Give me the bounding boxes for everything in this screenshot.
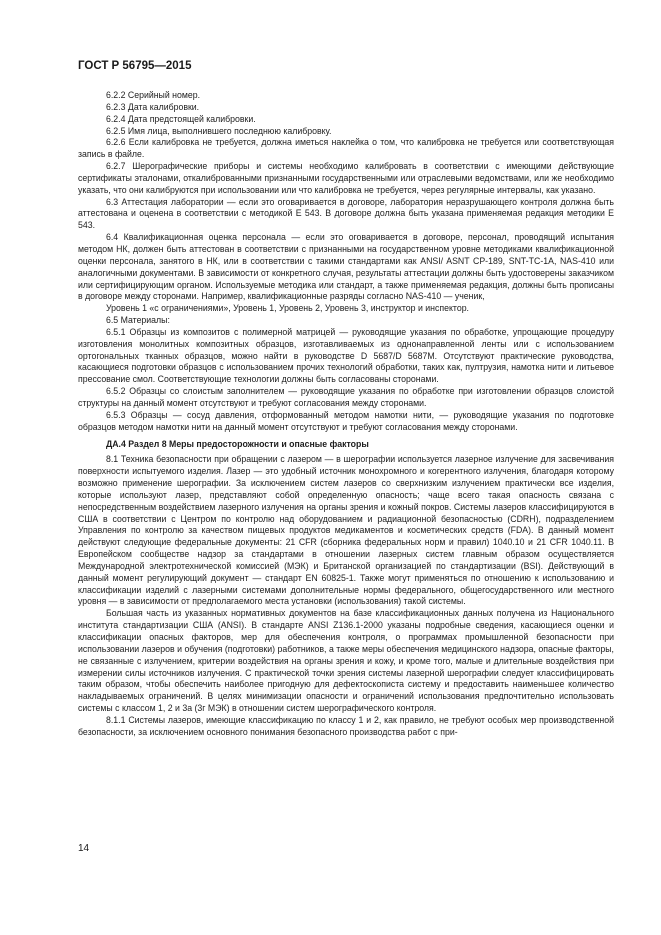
section-heading: ДА.4 Раздел 8 Меры предосторожности и опасные факторы — [106, 439, 369, 450]
paragraph: 6.2.6 Если калибровка не требуется, должна иметься наклейка о том, что калибровка не требуется или соответствующая запись в файле. — [78, 137, 614, 160]
paragraph: 6.2.4 Дата предстоящей калибровки. — [106, 113, 256, 124]
paragraph: 6.5.1 Образцы из композитов с полимерной матрицей — руководящие указания по обработке, упрощающие процедуру изготовления монолитных композитных образцов, изготавливаемых из однонаправленной ленты или с использованием ортогональных тканных образцов, можно найти в руководстве D 5687/D 5687M. Отсутствуют практические руководства, касающиеся подготовки образцов с использованием прочих технологий обработки, таких как, пултрузия, намотка нити и литьевое прессование смол. Соответствующие технологии должны быть согласованы сторонами. — [78, 326, 614, 385]
paragraph: 6.2.2 Серийный номер. — [106, 90, 201, 100]
paragraph: 6.5.3 Образцы — сосуд давления, отформованный методом намотки нити, — руководящие указания по подготовке образцов методом намотки нити на данный момент отсутствуют и требуют согласования между сторонами. — [78, 409, 614, 432]
paragraph: 6.5 Материалы: — [106, 315, 170, 326]
paragraph: 6.2.7 Шерографические приборы и системы необходимо калибровать в соответствии с имеющими действующие сертификаты эталонами, откалиброванными признанными государственными или отраслевыми ведомствами, или же необходимо указать, что они калибруются при использовании или что калибровка не требуется, через регулярные интервалы, как указано. — [78, 161, 614, 195]
paragraph: 6.2.5 Имя лица, выполнившего последнюю калибровку. — [106, 125, 332, 136]
paragraph: Уровень 1 «с ограничениями», Уровень 1, Уровень 2, Уровень 3, инструктор и инспектор. — [106, 303, 469, 314]
page-number: 14 — [78, 843, 90, 854]
paragraph: 8.1.1 Системы лазеров, имеющие классификацию по классу 1 и 2, как правило, не требуют особых мер производственной безопасности, за исключением основного понимания безопасного производства работ с при- — [78, 714, 614, 737]
paragraph: Большая часть из указанных нормативных документов на базе классификационных данных получена из Национального института стандартизации США (ANSI). В стандарте ANSI Z136.1-2000 указаны подробные сведения, касающиеся оценки и классификации опасных факторов, мер для обеспечения контроля, о программах промышленной безопасности при использовании лазеров и обучения (подготовки) работников, а также меры обеспечения медицинского надзора, опасные факторы, не связанные с излучением, критерии воздействия на органы зрения и кожу, и кроме того, малые и длительные воздействия при измерении силы источников излучения. С практической точки зрения системы лазерной шерографии следует классифицировать таким образом, чтобы обеспечить наиболее пригодную для дефектоскописта систему и предоставить наименьшее количество накладываемых ограничений. В целях минимизации опасности и ограничений использования предпочтительно использовать системы с классом 1, 2 и 3а (3г МЭК) в отношении систем шерографического контроля. — [78, 608, 614, 714]
paragraph: 6.4 Квалификационная оценка персонала — если это оговаривается в договоре, персонал, проводящий испытания методом НК, должен быть аттестован в соответствии с признанными на государственном уровне методиками квалификационной оценки персонала, занятого в НК, или в соответствии с такими стандартами как ANSI/ ASNT CP-189, SNT-TC-1A, NAS-410 или аналогичными документами. В зависимости от конкретного случая, результаты аттестации должны быть удостоверены заказчиком или сертифицирующим органом. Используемые методика или стандарт, а также применяемая редакция, должны быть прописаны в договоре между сторонами. Например, квалификационные разряды согласно NAS-410 — ученик, — [78, 232, 614, 302]
paragraph: 6.5.2 Образцы со слоистым заполнителем — руководящие указания по обработке при изготовлении образцов слоистой структуры на данный момент отсутствуют и требуют согласования между сторонами. — [78, 386, 614, 408]
document-body — [78, 90, 614, 739]
standard-header: ГОСТ Р 56795—2015 — [78, 60, 192, 72]
paragraph: 6.3 Аттестация лаборатории — если это оговаривается в договоре, лаборатория неразрушающего контроля должна быть аттестована и оценена в соответствии с методикой Е 543. В договоре должна быть указана применяемая редакция методики Е 543. — [78, 196, 614, 231]
paragraph: 8.1 Техника безопасности при обращении с лазером — в шерографии используется лазерное излучение для засвечивания поверхности испытуемого изделия. Лазер — это удобный источник монохромного и когерентного излучения, благодаря которому возможно применение шерографии. За исключением систем лазеров со сверхнизким излучением практически все изделия, которые используют лазер, представляют собой определенную опасность; чаще всего такая опасность связана с непосредственным воздействием лазерного излучения на органы зрения и кожный покров. Системы лазеров классифицируются в США в соответствии с Центром по контролю над оборудованием и радиационной безопасностью (CDRH), подразделением Управления по контролю за качеством пищевых продуктов медикаментов и косметических средств (FDA). В данный момент действуют следующие федеральные документы: 21 CFR (сборника федеральных норм и правил) 1040.10 и 21 CFR 1040.11. В Европейском сообществе надзор за стандартами в отношении лазерных систем главным образом осуществляется Международной электротехнической комиссией (МЭК) и Британской организацией по стандартизации (BSI). Действующий в данный момент регулирующий документ — стандарт EN 60825-1. Также могут применяться по отношению к использованию и классификации изделий с лазерными системами дополнительные нормы федерального, общегосударственного или местного уровня — в зависимости от предполагаемого места установки (использования) такой системы. — [78, 454, 614, 607]
paragraph: 6.2.3 Дата калибровки. — [106, 101, 200, 112]
